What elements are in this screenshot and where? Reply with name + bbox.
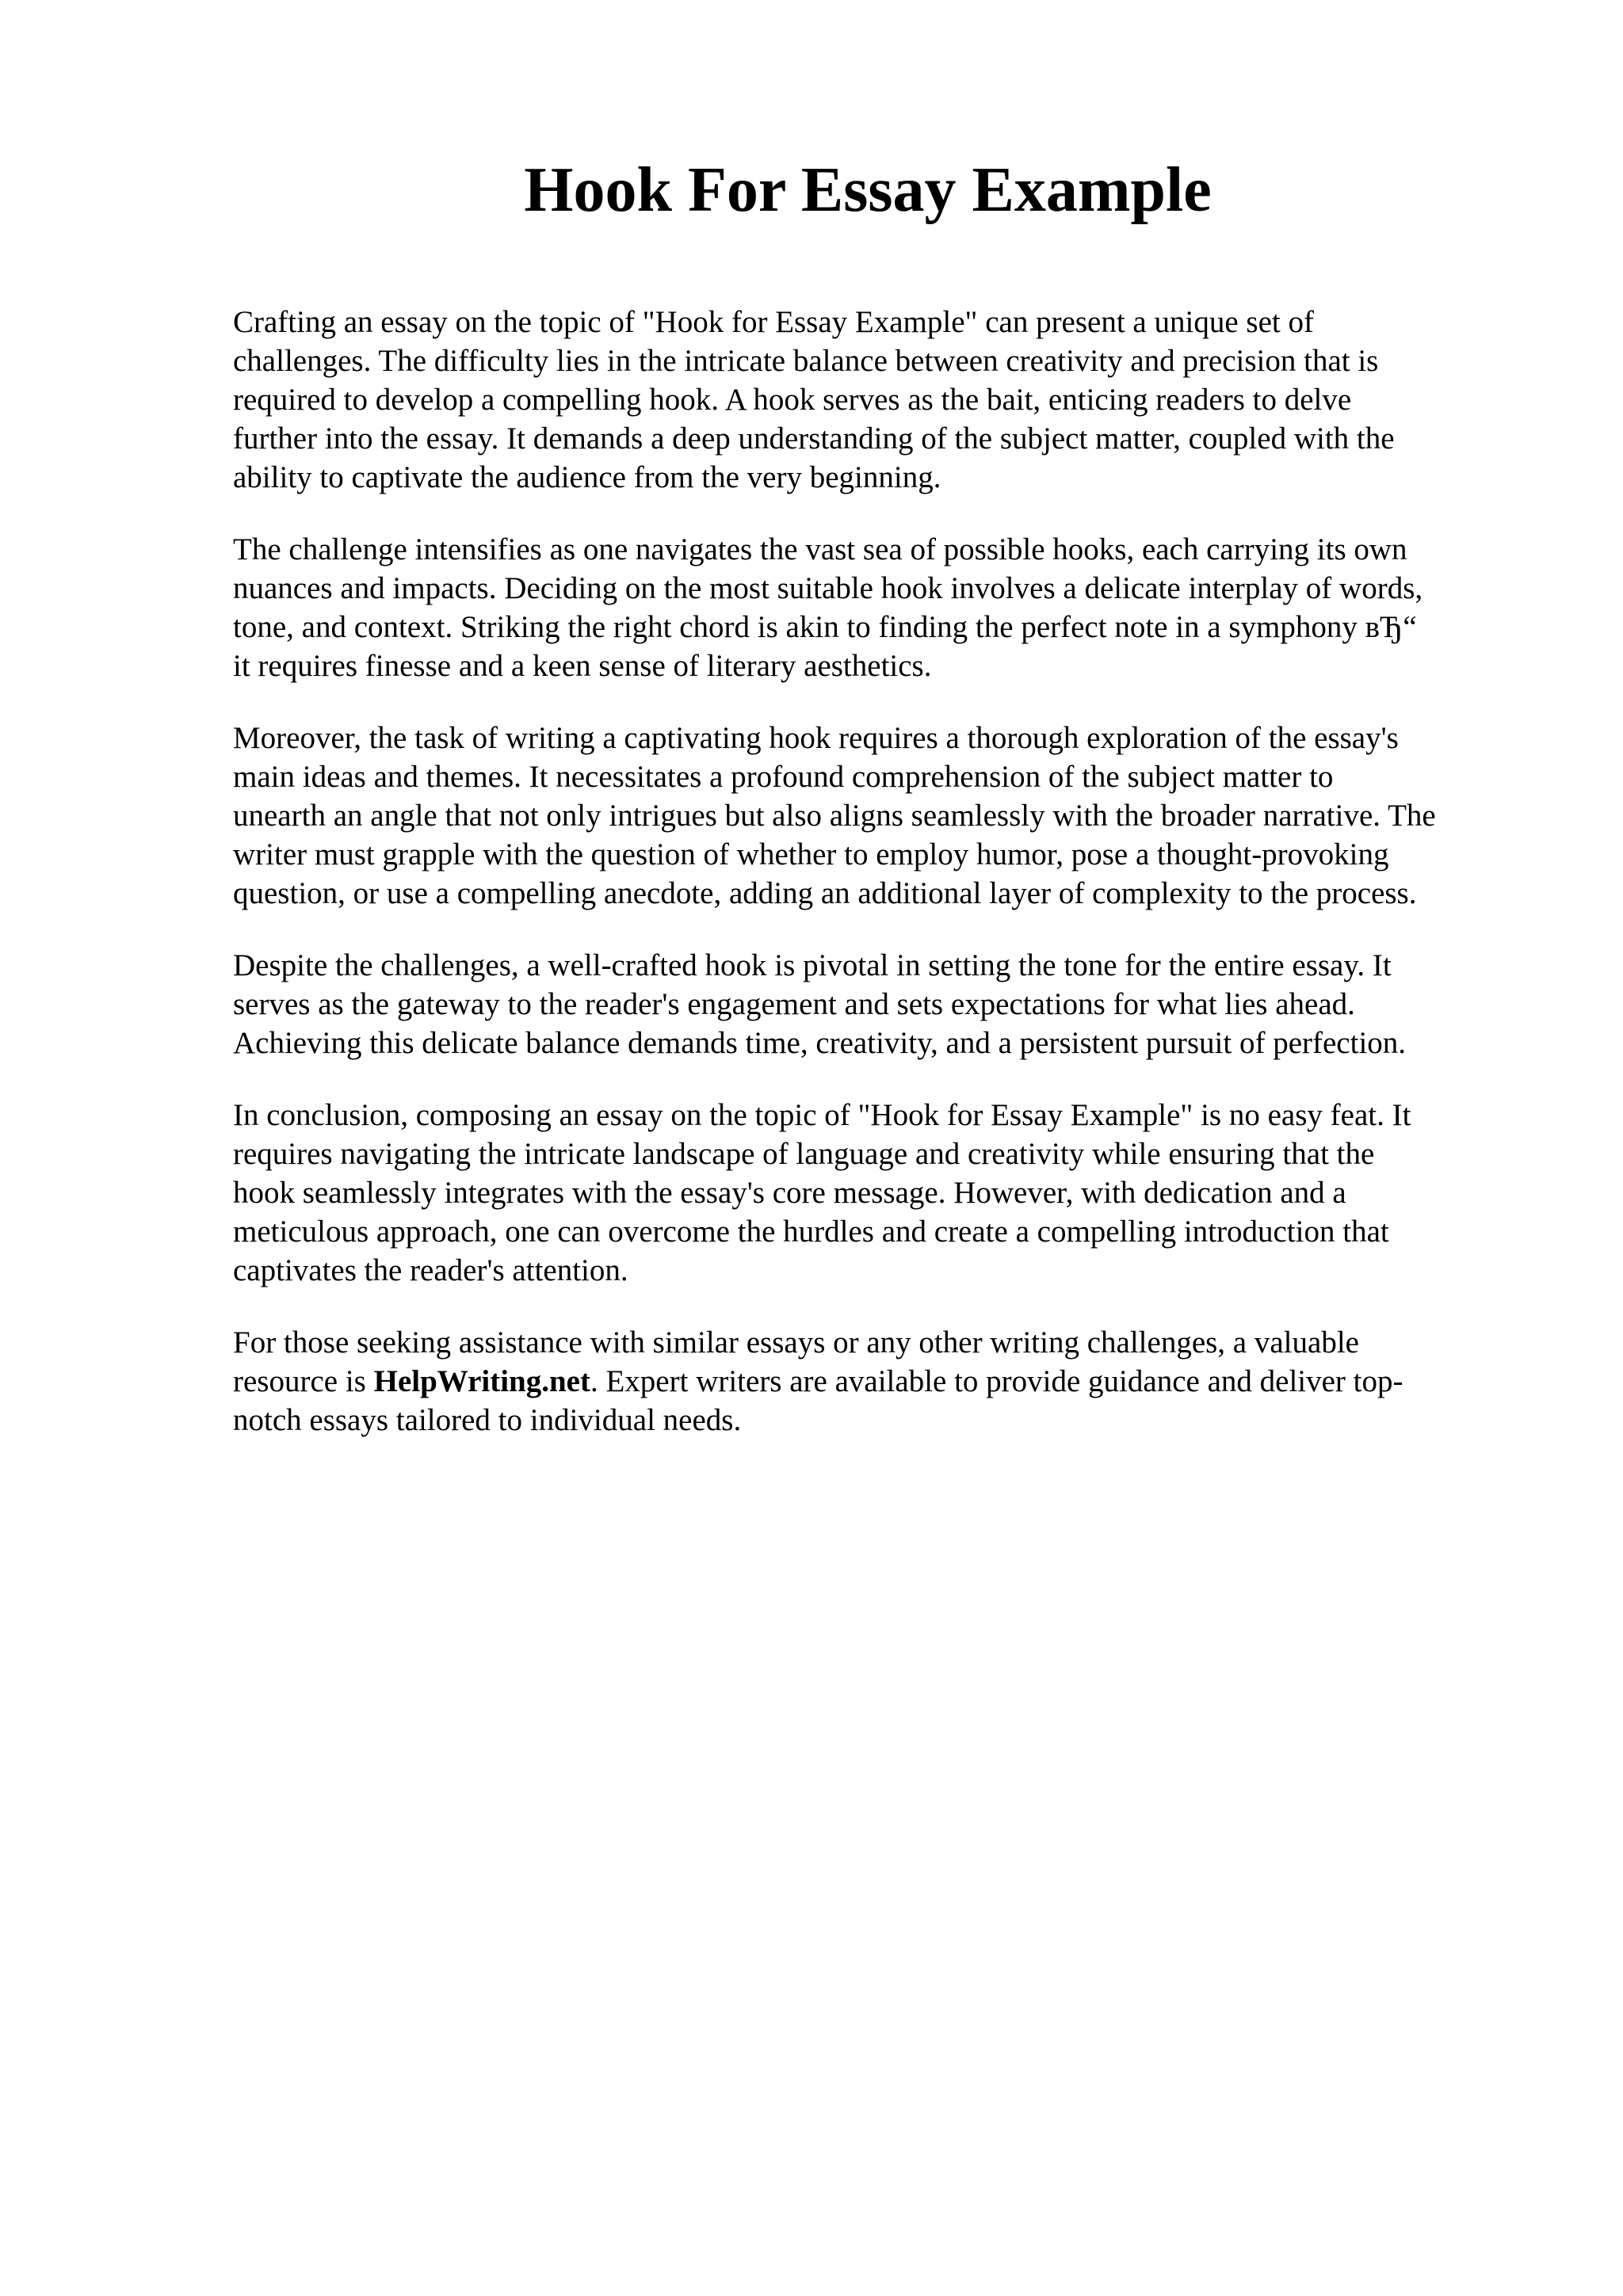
paragraph-line: required to develop a compelling hook. A hook serves as the bait, enticing readers to delve bbox=[233, 383, 1352, 417]
paragraph-line: captivates the reader's attention. bbox=[233, 1253, 628, 1287]
document-body bbox=[233, 303, 1533, 1473]
closing-suffix: . Expert writers are available to provide guidance and deliver top- bbox=[590, 1364, 1403, 1398]
paragraph-line: hook seamlessly integrates with the essay's core message. However, with dedication and a bbox=[233, 1176, 1346, 1210]
closing-prefix: resource is bbox=[233, 1364, 374, 1398]
paragraph-line: meticulous approach, one can overcome the hurdles and create a compelling introduction that bbox=[233, 1215, 1389, 1249]
paragraph-line: For those seeking assistance with similar essays or any other writing challenges, a valuable bbox=[233, 1325, 1359, 1360]
paragraph-line: Achieving this delicate balance demands time, creativity, and a persistent pursuit of perfection. bbox=[233, 1026, 1407, 1060]
paragraph-line: In conclusion, composing an essay on the topic of "Hook for Essay Example" is no easy feat. It bbox=[233, 1098, 1411, 1132]
brand-link[interactable]: HelpWriting.net bbox=[373, 1364, 590, 1398]
paragraph-2 bbox=[233, 530, 1533, 685]
paragraph-3 bbox=[233, 719, 1533, 913]
paragraph-line: notch essays tailored to individual needs. bbox=[233, 1403, 742, 1437]
paragraph-line: question, or use a compelling anecdote, adding an additional layer of complexity to the process. bbox=[233, 876, 1417, 910]
paragraph-line: unearth an angle that not only intrigues but also aligns seamlessly with the broader narrative. The bbox=[233, 799, 1436, 833]
paragraph-line: it requires finesse and a keen sense of literary aesthetics. bbox=[233, 649, 932, 683]
paragraph-line: writer must grapple with the question of whether to employ humor, pose a thought-provoking bbox=[233, 837, 1389, 871]
paragraph-line: nuances and impacts. Deciding on the most suitable hook involves a delicate interplay of words, bbox=[233, 571, 1423, 605]
paragraph-line: requires navigating the intricate landscape of language and creativity while ensuring that the bbox=[233, 1137, 1375, 1171]
paragraph-line bbox=[233, 1362, 1533, 1401]
paragraph-line: Despite the challenges, a well-crafted hook is pivotal in setting the tone for the entire essay. It bbox=[233, 948, 1392, 982]
paragraph-line: main ideas and themes. It necessitates a profound comprehension of the subject matter to bbox=[233, 760, 1334, 794]
paragraph-line: further into the essay. It demands a deep understanding of the subject matter, coupled with the bbox=[233, 421, 1395, 456]
paragraph-line: The challenge intensifies as one navigates the vast sea of possible hooks, each carrying its own bbox=[233, 532, 1407, 566]
paragraph-line: tone, and context. Striking the right chord is akin to finding the perfect note in a symphony вЂ“ bbox=[233, 610, 1417, 644]
paragraph-line: serves as the gateway to the reader's engagement and sets expectations for what lies ahead. bbox=[233, 987, 1355, 1021]
paragraph-4 bbox=[233, 946, 1533, 1062]
paragraph-line: Crafting an essay on the topic of "Hook for Essay Example" can present a unique set of bbox=[233, 305, 1314, 339]
document-title: Hook For Essay Example bbox=[524, 155, 1212, 225]
paragraph-line: challenges. The difficulty lies in the intricate balance between creativity and precision that is bbox=[233, 344, 1379, 378]
closing-paragraph bbox=[233, 1323, 1533, 1440]
paragraph-5 bbox=[233, 1096, 1533, 1290]
paragraph-line: Moreover, the task of writing a captivating hook requires a thorough exploration of the essay's bbox=[233, 721, 1399, 755]
paragraph-line: ability to captivate the audience from the very beginning. bbox=[233, 460, 941, 494]
paragraph-1 bbox=[233, 303, 1533, 497]
